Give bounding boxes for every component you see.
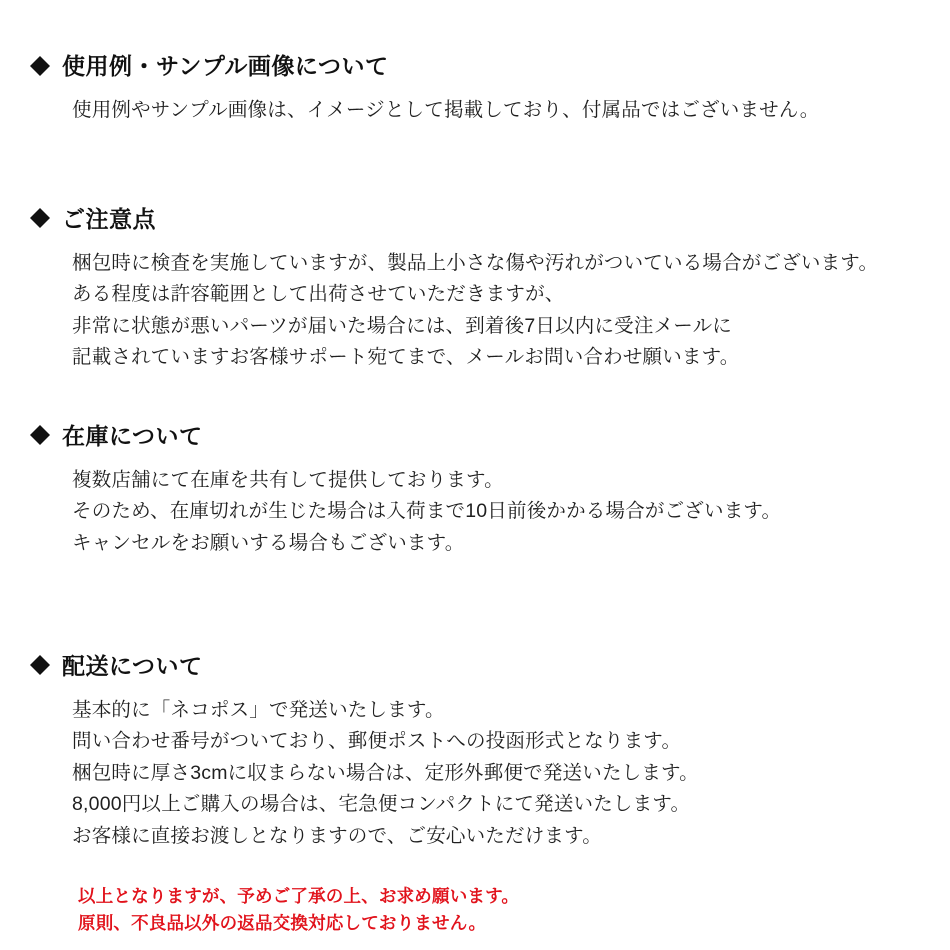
- body-line: 8,000円以上ご購入の場合は、宅急便コンパクトにて発送いたします。: [72, 793, 691, 816]
- spacer: [30, 127, 920, 201]
- body-line: そのため、在庫切れが生じた場合は入荷まで10日前後かかる場合がございます。: [72, 500, 782, 523]
- body-line: 複数店舗にて在庫を共有して提供しております。: [72, 468, 504, 491]
- section-heading: [30, 201, 920, 234]
- body-line: 梱包時に厚さ3cmに収まらない場合は、定形外郵便で発送いたします。: [72, 761, 699, 784]
- section-heading: [30, 48, 920, 81]
- section-body: [30, 248, 920, 374]
- body-line: キャンセルをお願いする場合もございます。: [72, 532, 465, 555]
- section-stock: [30, 418, 920, 560]
- section-heading-label: 使用例・サンプル画像について: [62, 53, 389, 79]
- section-sample-images: [30, 48, 920, 127]
- section-cautions: [30, 201, 920, 374]
- body-line: 問い合わせ番号がついており、郵便ポストへの投函形式となります。: [72, 730, 682, 753]
- notice-line: 以上となりますが、予めご了承の上、お求め願います。: [78, 885, 520, 906]
- section-heading: [30, 648, 920, 681]
- section-body: [30, 95, 920, 127]
- section-shipping: [30, 648, 920, 853]
- section-heading-label: 配送について: [62, 652, 203, 679]
- spacer: [30, 853, 920, 883]
- spacer: [30, 374, 920, 418]
- diamond-icon: [30, 655, 50, 675]
- body-line: 梱包時に検査を実施していますが、製品上小さな傷や汚れがついている場合がございます。: [72, 251, 879, 274]
- section-heading-label: ご注意点: [62, 205, 156, 232]
- section-body: [30, 465, 920, 560]
- section-body: [30, 695, 920, 853]
- body-line: お客様に直接お渡しとなりますので、ご安心いただけます。: [72, 824, 602, 847]
- spacer: [30, 560, 920, 648]
- diamond-icon: [30, 425, 50, 445]
- body-line: 記載されていますお客様サポート宛てまで、メールお問い合わせ願います。: [72, 346, 740, 369]
- notice-text: [30, 883, 920, 937]
- section-heading: [30, 418, 920, 451]
- body-line: 基本的に「ネコポス」で発送いたします。: [72, 698, 445, 721]
- diamond-icon: [30, 208, 50, 228]
- body-line: ある程度は許容範囲として出荷させていただきますが、: [72, 283, 565, 306]
- body-line: 使用例やサンプル画像は、イメージとして掲載しており、付属品ではございません。: [72, 99, 820, 121]
- diamond-icon: [30, 56, 50, 76]
- notice-line: 原則、不良品以外の返品交換対応しておりません。: [78, 912, 487, 933]
- section-heading-label: 在庫について: [62, 422, 203, 449]
- body-line: 非常に状態が悪いパーツが届いた場合には、到着後7日以内に受注メールに: [72, 314, 732, 337]
